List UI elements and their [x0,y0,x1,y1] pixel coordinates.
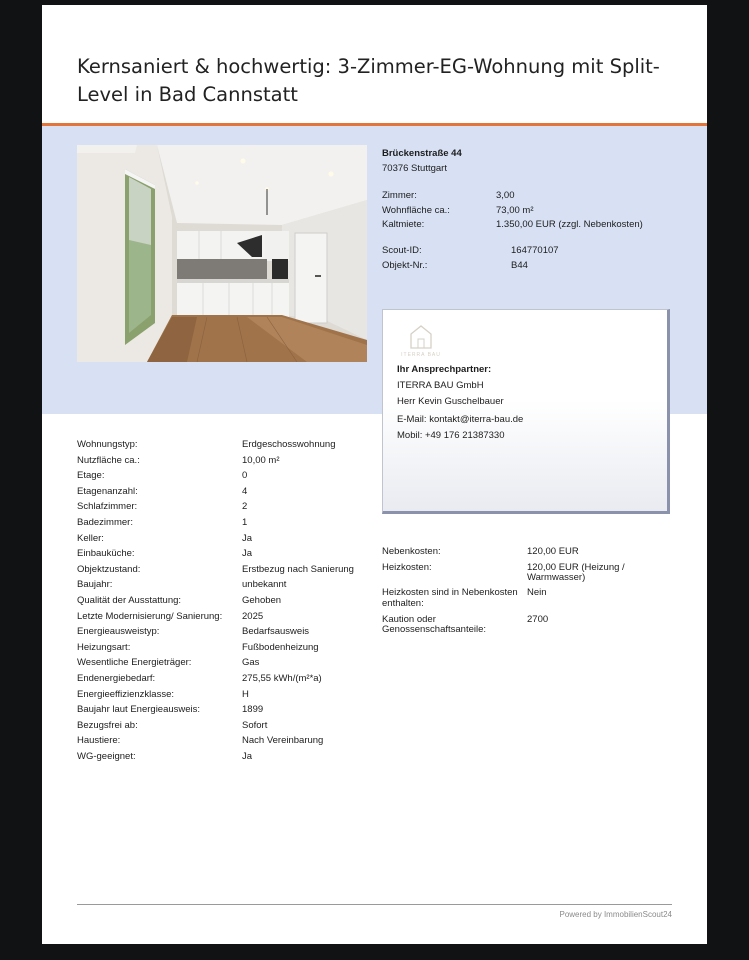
id-value: B44 [511,259,528,271]
detail-value: Nach Vereinbarung [242,735,324,747]
detail-label: Keller: [77,532,104,544]
detail-label: Haustiere: [77,735,121,747]
key-fact-value: 3,00 [496,190,515,201]
address-street: Brückenstraße 44 [382,148,462,159]
detail-label: Endenergiebedarf: [77,672,156,684]
address-block [382,146,462,176]
contact-person: Herr Kevin Guschelbauer [397,396,504,407]
cost-label: Nebenkosten: [382,546,441,557]
footer-divider [77,904,672,905]
detail-value: 275,55 kWh/(m²*a) [242,672,322,684]
detail-value: Ja [242,548,253,560]
id-row [382,244,672,259]
key-fact-label: Zimmer: [382,190,417,201]
detail-label: Letzte Modernisierung/ Sanierung: [77,610,223,622]
key-facts [382,189,672,233]
detail-value: 2025 [242,610,264,622]
key-fact-value: 73,00 m² [496,204,534,216]
detail-label: Heizungsart: [77,641,131,653]
company-logo [397,322,445,358]
cost-value: 120,00 EUR (Heizung / Warmwasser) [527,561,625,584]
contact-email[interactable]: E-Mail: kontakt@iterra-bau.de [397,414,524,425]
detail-value: Ja [242,532,253,544]
detail-label: Energieausweistyp: [77,626,160,638]
detail-value: Bedarfsausweis [242,626,310,638]
detail-label: Wohnungstyp: [77,439,138,450]
contact-mobile[interactable]: Mobil: +49 176 21387330 [397,430,505,441]
detail-label: Schlafzimmer: [77,501,138,513]
cost-value: 120,00 EUR [527,546,579,557]
detail-label: Bezugsfrei ab: [77,719,138,731]
detail-label: Einbauküche: [77,548,135,560]
key-fact-row [382,204,672,219]
detail-label: Nutzfläche ca.: [77,454,140,466]
detail-label: Etage: [77,470,105,482]
listing-title: Kernsaniert & hochwertig: 3-Zimmer-EG-Wohnung mit Split-Level in Bad Cannstatt [77,55,660,106]
detail-value: H [242,688,249,700]
detail-label: Baujahr: [77,579,113,591]
detail-label: WG-geeignet: [77,750,136,762]
detail-value: Gas [242,657,260,669]
detail-label: Energieeffizienzklasse: [77,688,174,700]
id-label: Objekt-Nr.: [382,259,428,271]
detail-value: Erstbezug nach Sanierung [242,563,354,575]
detail-label: Badezimmer: [77,516,133,528]
cost-label: Kaution oder Genossenschaftsanteile: [382,613,487,636]
detail-value: 1899 [242,704,264,716]
detail-value: 4 [242,485,248,497]
key-fact-value: 1.350,00 EUR (zzgl. Nebenkosten) [496,219,643,231]
detail-value: Fußbodenheizung [242,641,319,653]
detail-value: Sofort [242,719,268,731]
key-fact-row [382,218,672,233]
detail-value: Ja [242,750,253,762]
detail-value: Gehoben [242,594,282,606]
detail-value: 2 [242,501,248,513]
id-value: 164770107 [511,245,559,256]
cost-value: Nein [527,587,547,599]
powered-by[interactable]: Powered by ImmobilienScout24 [559,910,672,919]
detail-label: Baujahr laut Energieausweis: [77,704,201,716]
detail-label: Etagenanzahl: [77,485,138,497]
contact-heading: Ihr Ansprechpartner: [397,364,492,375]
apartment-photo [77,145,367,362]
address-city: 70376 Stuttgart [382,163,447,174]
contact-details [397,362,523,444]
cost-label: Heizkosten sind in Nebenkosten enthalten: [382,587,518,609]
detail-value: unbekannt [242,579,287,591]
cost-value: 2700 [527,613,549,625]
detail-value: Erdgeschosswohnung [242,439,336,450]
key-fact-label: Kaltmiete: [382,219,425,231]
detail-value: 0 [242,470,248,482]
id-label: Scout-ID: [382,245,422,256]
detail-value: 1 [242,516,248,528]
key-fact-row [382,189,672,204]
detail-value: 10,00 m² [242,454,280,466]
key-fact-label: Wohnfläche ca.: [382,204,450,216]
detail-label: Qualität der Ausstattung: [77,594,182,606]
id-row [382,259,672,274]
detail-label: Wesentliche Energieträger: [77,657,192,669]
cost-label: Heizkosten: [382,561,432,573]
expose-page [42,5,707,944]
contact-company: ITERRA BAU GmbH [397,380,484,391]
detail-label: Objektzustand: [77,563,141,575]
listing-ids [382,244,672,273]
logo-wordmark: ITERRA BAU [401,352,441,358]
contact-card [382,309,670,514]
